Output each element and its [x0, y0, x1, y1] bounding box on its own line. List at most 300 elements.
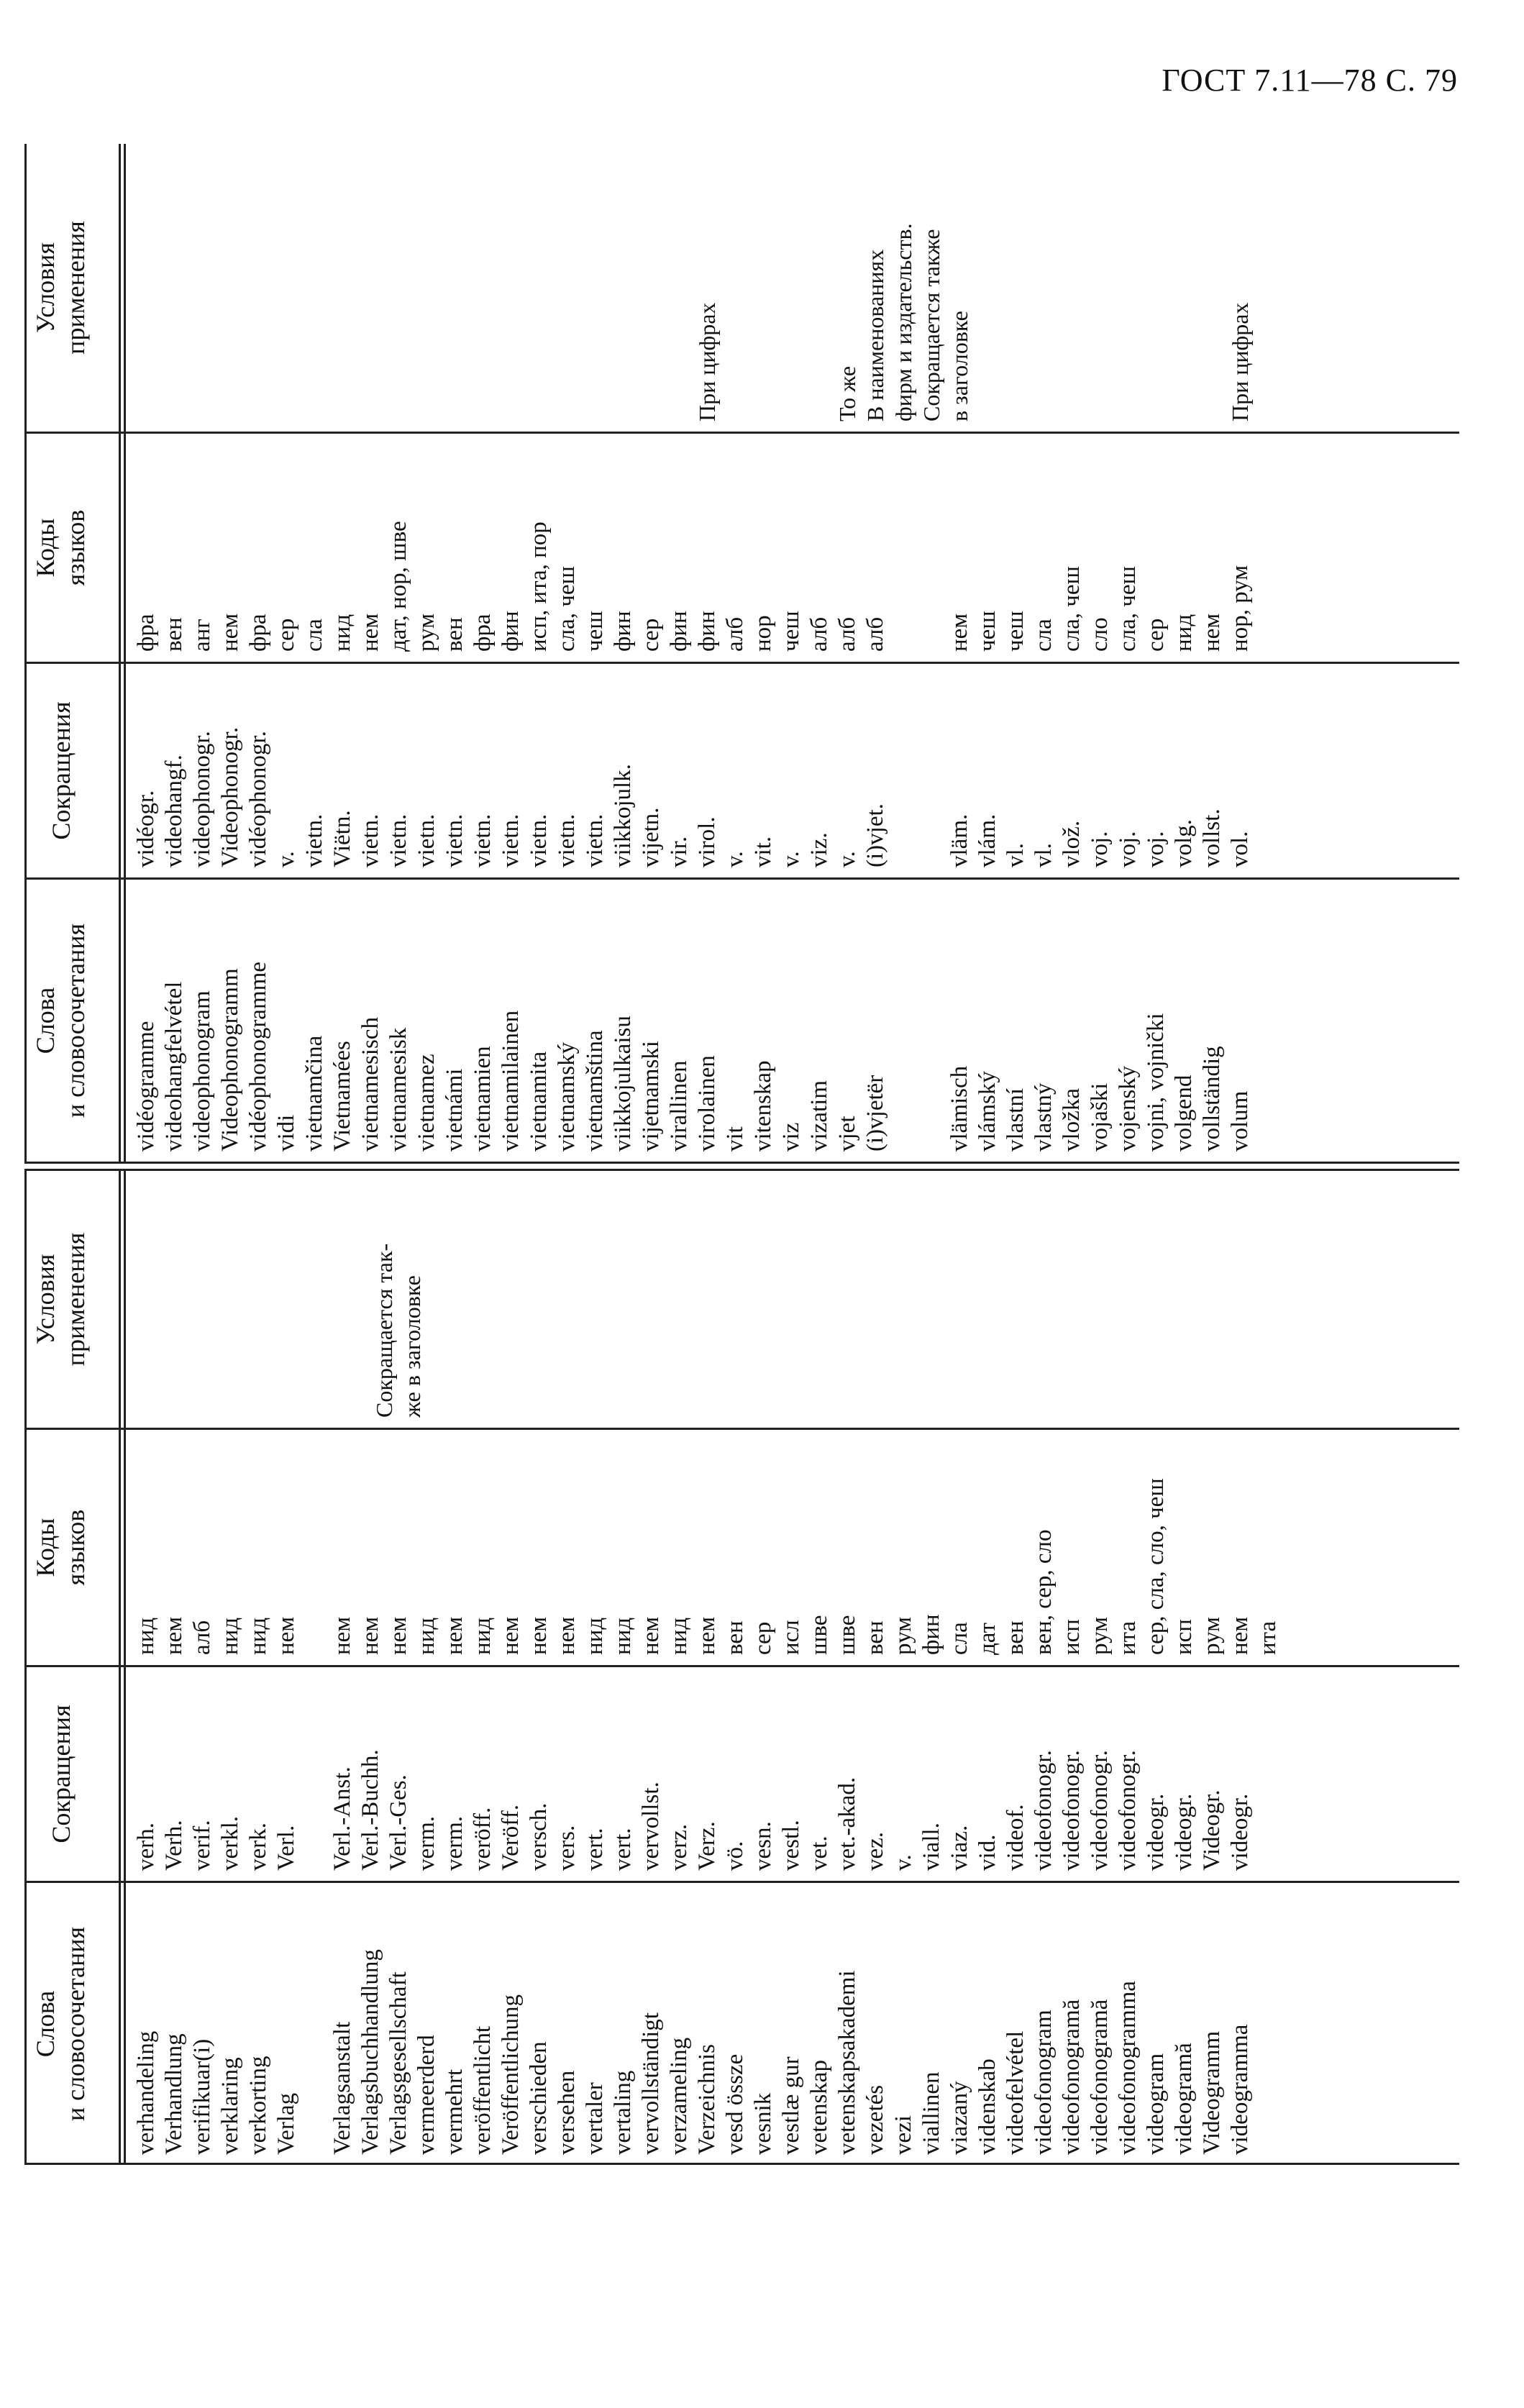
table-cell-words: vermehrt — [442, 2069, 467, 2155]
table-cell-words: vlämisch — [946, 1065, 972, 1151]
table-cell-abbr: videohangf. — [161, 754, 187, 867]
cond-list — [230, 1175, 426, 1418]
table-cell-codes: нем — [694, 1616, 720, 1655]
table-cell-words: videogram — [1143, 2053, 1169, 2155]
table-cell-abbr: Verl. — [273, 1825, 299, 1871]
table-cell-words: vijetnamski — [638, 1041, 664, 1151]
col-codes — [24, 1428, 1459, 1665]
table-cell-codes: сла — [1031, 619, 1057, 652]
table-cell-cond: же в заголовке — [399, 1275, 425, 1418]
double-divider — [24, 1162, 1459, 1171]
table-cell-abbr: vietn. — [554, 813, 580, 867]
table-cell-abbr: vietn. — [385, 813, 411, 867]
table-cell-words — [890, 884, 918, 1151]
table-cell-codes: нем — [554, 1616, 580, 1655]
table-cell-abbr: vesn. — [750, 1821, 776, 1871]
table-cell-cond: Сокращается так- — [371, 1243, 397, 1418]
table-cell-words: videofonogram — [1031, 2010, 1057, 2155]
table-cell-codes: исп — [1171, 1619, 1197, 1655]
table-cell-abbr: vert. — [582, 1828, 608, 1871]
table-cell-abbr: videofonogr. — [1059, 1750, 1085, 1871]
table-cell-words: viazaný — [946, 2081, 972, 2155]
table-cell-codes: алб — [834, 616, 860, 652]
table-cell-abbr: verz. — [666, 1823, 692, 1871]
table-cell-codes — [301, 1434, 329, 1655]
table-cell-codes: нор — [750, 615, 776, 652]
table-cell-cond — [385, 148, 413, 421]
table-cell-abbr: vers. — [554, 1825, 580, 1871]
table-cell-codes: сер — [273, 618, 299, 652]
table-cell-words: vietnamita — [526, 1051, 552, 1151]
table-cell-cond — [1114, 148, 1142, 421]
table-cell-abbr: Verh. — [161, 1820, 187, 1871]
table-cell-words: vidi — [273, 1114, 299, 1151]
table-cell-cond — [413, 148, 441, 421]
header-words: Слова и словосочетания — [31, 923, 90, 1118]
table-cell-words: vetenskapsakademi — [834, 1970, 860, 2155]
table-cell-codes: ита — [1255, 1620, 1281, 1655]
table-cell-words: versehen — [554, 2070, 580, 2155]
table-cell-words: vetenskap — [806, 2060, 832, 2155]
table-cell-codes: фин — [610, 611, 636, 652]
table-cell-abbr: voj. — [1115, 831, 1141, 867]
header-abbr: Сокращения — [47, 701, 76, 840]
table-cell-abbr: vietn. — [357, 813, 383, 867]
table-cell-words: Videophonogramm — [217, 968, 243, 1151]
table-cell-codes: нем — [385, 1616, 411, 1655]
words-list — [132, 884, 1254, 1151]
table-cell-codes: нем — [329, 1616, 355, 1655]
table-cell-cond — [665, 148, 693, 421]
table-cell-codes: нем — [498, 1616, 524, 1655]
table-cell-abbr: Veröff. — [498, 1805, 524, 1871]
table-cell-codes: чеш — [582, 611, 608, 652]
table-cell-abbr: vollst. — [1199, 808, 1225, 867]
table-cell-abbr: videophonogr. — [189, 731, 215, 867]
abbreviation-table — [24, 144, 1459, 2165]
table-cell-words: vidéogramme — [133, 1021, 159, 1151]
table-cell-codes: нем — [946, 613, 972, 652]
table-cell-codes: нид — [666, 1617, 692, 1655]
table-cell-abbr: v. — [722, 851, 748, 867]
table-cell-abbr: vietn. — [470, 813, 496, 867]
table-cell-cond — [749, 148, 777, 421]
table-cell-codes: сер — [750, 1621, 776, 1655]
table-cell-words: vojni, vojnički — [1143, 1013, 1169, 1151]
table-cell-words: vollständig — [1199, 1046, 1225, 1151]
table-cell-abbr: v. — [778, 851, 804, 867]
col-abbr — [24, 662, 1459, 877]
table-cell-codes: вен — [161, 617, 187, 652]
table-cell-codes: алб — [189, 1620, 215, 1655]
table-cell-words: vertaling — [610, 2070, 636, 2155]
table-cell-abbr: vö. — [722, 1841, 748, 1871]
header-cond: Условия применения — [31, 1232, 90, 1367]
table-cell-abbr: videofonogr. — [1087, 1750, 1113, 1871]
table-cell-codes: сла — [946, 1622, 972, 1655]
table-cell-codes: нид — [133, 1617, 159, 1655]
table-cell-cond — [637, 148, 665, 421]
col-words — [24, 877, 1459, 1162]
table-cell-codes: сло — [1087, 617, 1113, 652]
table-cell-abbr: vijetn. — [638, 807, 664, 867]
table-cell-words: vidéophonogramme — [245, 962, 271, 1151]
table-cell-codes: рум — [890, 1616, 916, 1655]
header-abbr: Сокращения — [47, 1705, 76, 1843]
table-cell-words: vizatim — [806, 1080, 832, 1151]
table-cell-abbr: vietn. — [442, 813, 467, 867]
table-cell-words: Verlagsbuchhandlung — [357, 1949, 383, 2155]
table-cell-words: videofonogramma — [1115, 1981, 1141, 2155]
table-cell-abbr: viall. — [918, 1823, 944, 1871]
table-cell-cond — [525, 148, 553, 421]
table-cell-codes: нем — [217, 613, 243, 652]
table-cell-abbr: videogr. — [1171, 1793, 1197, 1871]
table-cell-codes: исп, ита, пор — [526, 521, 552, 652]
table-cell-codes: нем — [442, 1616, 467, 1655]
table-cell-codes: сла — [301, 619, 327, 652]
table-cell-words — [301, 1887, 329, 2155]
table-cell-words: vesd össze — [722, 2053, 748, 2155]
table-cell-codes: вен — [722, 1620, 748, 1655]
table-cell-abbr: Videophonogr. — [217, 726, 243, 867]
table-cell-codes: анг — [189, 619, 215, 652]
table-cell-words: vit — [722, 1126, 748, 1151]
table-cell-codes: сер — [1143, 618, 1169, 652]
table-cell-cond — [1030, 148, 1058, 421]
table-cell-words: vesnik — [750, 2092, 776, 2155]
table-cell-codes: чеш — [975, 611, 1000, 652]
table-right-half — [24, 144, 1459, 1162]
table-cell-cond: Сокращается также — [918, 229, 944, 421]
table-cell-abbr: vl. — [1031, 843, 1057, 867]
table-cell-abbr: vet. — [806, 1835, 832, 1871]
table-cell-words: Verlagsanstalt — [329, 2021, 355, 2155]
words-list — [132, 1887, 1254, 2155]
table-cell-codes: нид — [217, 1617, 243, 1655]
table-cell-words: vlastní — [1003, 1088, 1028, 1151]
table-cell-codes: рум — [1087, 1616, 1113, 1655]
table-cell-abbr: videogr. — [1227, 1793, 1253, 1871]
table-cell-abbr: videofonogr. — [1115, 1750, 1141, 1871]
table-cell-words: videohangfelvétel — [161, 981, 187, 1151]
table-cell-abbr: Viëtn. — [329, 810, 355, 867]
table-cell-abbr: Verl.-Buchh. — [357, 1749, 383, 1871]
table-cell-words: vitenskap — [750, 1060, 776, 1151]
table-cell-words: vestlæ gur — [778, 2056, 804, 2155]
table-cell-cond — [160, 148, 188, 421]
table-cell-cond — [132, 148, 160, 421]
table-cell-abbr: viaz. — [946, 1825, 972, 1871]
table-cell-abbr: verm. — [414, 1815, 439, 1871]
table-cell-words: Verlagsgesellschaft — [385, 1971, 411, 2155]
table-cell-words: vietnamština — [582, 1030, 608, 1151]
table-cell-cond — [1198, 148, 1226, 421]
table-cell-abbr: vietn. — [414, 813, 439, 867]
table-cell-abbr: vidéogr. — [133, 790, 159, 867]
table-cell-words: videogramă — [1171, 2043, 1197, 2155]
col-abbr — [24, 1665, 1459, 1881]
table-cell-abbr: vir. — [666, 836, 692, 867]
table-cell-abbr: viz. — [806, 832, 832, 867]
table-cell-codes: исп — [1059, 1619, 1085, 1655]
table-cell-words: vietnamský — [554, 1041, 580, 1151]
table-cell-cond: При цифрах — [1227, 302, 1253, 421]
table-cell-cond — [469, 148, 497, 421]
table-cell-abbr: vidéophonogr. — [245, 731, 271, 867]
table-cell-codes: нид — [470, 1617, 496, 1655]
table-cell-codes: алб — [722, 616, 748, 652]
table-cell-codes: нем — [357, 1616, 383, 1655]
table-cell-codes: вен, сер, сло — [1031, 1529, 1057, 1655]
table-cell-abbr: vietn. — [526, 813, 552, 867]
table-cell-abbr: verm. — [442, 1815, 467, 1871]
table-cell-cond — [286, 1175, 314, 1418]
table-cell-words: Verlag — [273, 2092, 299, 2155]
table-cell-abbr: vlož. — [1059, 820, 1085, 867]
table-cell-codes: дат — [975, 1622, 1000, 1655]
table-cell-codes: нем — [1227, 1616, 1253, 1655]
table-cell-cond — [1170, 148, 1198, 421]
table-cell-abbr: viikkojulk. — [610, 764, 636, 867]
table-cell-codes: нем — [526, 1616, 552, 1655]
table-cell-cond — [230, 1175, 258, 1418]
table-cell-abbr: vervollst. — [638, 1782, 664, 1871]
header-codes: Коды языков — [31, 509, 90, 586]
codes-list — [132, 1434, 1282, 1655]
table-cell-words: vietnamesisch — [357, 1017, 383, 1151]
table-cell-cond — [777, 148, 806, 421]
table-cell-codes: фра — [133, 614, 159, 652]
table-cell-abbr: vl. — [1003, 843, 1028, 867]
table-cell-abbr: Verl.-Ges. — [385, 1774, 411, 1871]
table-cell-codes: фин — [918, 1614, 944, 1655]
table-cell-cond — [188, 148, 216, 421]
col-cond — [24, 1171, 1459, 1428]
table-cell-abbr: voj. — [1143, 831, 1169, 867]
col-codes — [24, 432, 1459, 662]
table-cell-words: vietnamesisk — [385, 1027, 411, 1151]
table-cell-codes: вен — [1003, 1620, 1028, 1655]
table-cell-cond — [609, 148, 637, 421]
table-cell-codes: нем — [357, 613, 383, 652]
table-cell-cond — [1142, 148, 1170, 421]
table-cell-cond — [553, 148, 581, 421]
table-cell-abbr: voj. — [1087, 831, 1113, 867]
table-cell-words: vietnamien — [470, 1046, 496, 1151]
table-cell-abbr: (i)vjet. — [862, 803, 888, 867]
table-cell-abbr: vez. — [862, 1831, 888, 1871]
table-cell-codes: шве — [834, 1615, 860, 1655]
table-cell-words: viikkojulkaisu — [610, 1016, 636, 1151]
table-cell-abbr: Verl.-Anst. — [329, 1766, 355, 1871]
table-cell-abbr: volg. — [1171, 819, 1197, 867]
table-cell-abbr: Videogr. — [1199, 1789, 1225, 1871]
table-cell-words: vezi — [890, 2115, 916, 2155]
table-cell-words: Verzeichnis — [694, 2044, 720, 2155]
table-cell-words: videophonogram — [189, 990, 215, 1151]
table-cell-words: vezetés — [862, 2084, 888, 2155]
table-cell-abbr: videof. — [1003, 1804, 1028, 1871]
table-cell-codes — [890, 438, 918, 652]
table-cell-abbr — [918, 668, 946, 867]
table-cell-codes: вен — [442, 617, 467, 652]
table-cell-words: virolainen — [694, 1055, 720, 1151]
table-cell-cond — [329, 148, 357, 421]
table-cell-codes: фин — [498, 611, 524, 652]
table-cell-abbr: vid. — [975, 1834, 1000, 1871]
table-cell-codes: чеш — [1003, 611, 1028, 652]
abbr-list — [132, 668, 1254, 867]
table-cell-abbr: versch. — [526, 1802, 552, 1871]
table-cell-words: vermeerderd — [414, 2035, 439, 2155]
table-cell-words: vertaler — [582, 2082, 608, 2155]
table-cell-codes: нид — [610, 1617, 636, 1655]
table-cell-abbr: vietn. — [582, 813, 608, 867]
table-cell-codes: чеш — [778, 611, 804, 652]
table-cell-codes: сла, чеш — [554, 566, 580, 652]
table-cell-codes: фин — [666, 611, 692, 652]
table-cell-abbr: verk. — [245, 1823, 271, 1871]
table-cell-codes: нем — [638, 1616, 664, 1655]
table-cell-words: vietnamilainen — [498, 1010, 524, 1151]
table-cell-words: vlastný — [1031, 1082, 1057, 1151]
table-cell-cond — [357, 148, 385, 421]
table-cell-codes: рум — [414, 613, 439, 652]
table-cell-words: videnskab — [975, 2058, 1000, 2155]
table-cell-words: verhandeling — [133, 2030, 159, 2155]
table-cell-abbr: Verz. — [694, 1821, 720, 1871]
table-cell-abbr: videofonogr. — [1031, 1750, 1057, 1871]
table-cell-abbr: vit. — [750, 836, 776, 867]
table-cell-cond — [721, 148, 749, 421]
table-cell-cond — [441, 148, 469, 421]
table-cell-codes: нем — [1199, 613, 1225, 652]
table-cell-codes: рум — [1199, 1616, 1225, 1655]
table-cell-words: viallinen — [918, 2071, 944, 2155]
table-cell-words: (i)vjetër — [862, 1075, 888, 1151]
table-cell-words: vlámský — [975, 1071, 1000, 1151]
cond-list — [132, 148, 1254, 421]
table-cell-words: vjet — [834, 1116, 860, 1151]
table-cell-abbr: vestl. — [778, 1820, 804, 1871]
table-cell-words: verschieden — [526, 2041, 552, 2155]
table-cell-cond — [581, 148, 609, 421]
table-cell-words: verzameling — [666, 2037, 692, 2155]
table-cell-words: Verhandlung — [161, 2033, 187, 2155]
table-cell-words: vietnámi — [442, 1068, 467, 1151]
col-words — [24, 1881, 1459, 2165]
table-cell-cond — [1002, 148, 1030, 421]
table-cell-abbr — [301, 1672, 329, 1871]
table-cell-codes: алб — [806, 616, 832, 652]
table-cell-codes: шве — [806, 1615, 832, 1655]
table-cell-abbr: v. — [834, 851, 860, 867]
table-cell-cond — [342, 1175, 370, 1418]
table-cell-abbr: vet.-akad. — [834, 1777, 860, 1871]
table-cell-abbr: verh. — [133, 1823, 159, 1871]
table-cell-words: Veröffentlichung — [498, 1994, 524, 2155]
page-header: ГОСТ 7.11—78 С. 79 — [1162, 63, 1458, 98]
table-cell-abbr: vert. — [610, 1828, 636, 1871]
codes-list — [132, 438, 1254, 652]
table-cell-words: Vietnamées — [329, 1041, 355, 1151]
table-cell-words: vojaški — [1087, 1082, 1113, 1151]
table-cell-codes: сла, чеш — [1115, 566, 1141, 652]
table-cell-codes: нид — [245, 1617, 271, 1655]
table-cell-cond: То же — [834, 365, 860, 421]
table-cell-codes: нем — [161, 1616, 187, 1655]
table-cell-abbr — [890, 668, 918, 867]
abbr-list — [132, 1672, 1254, 1871]
table-cell-words: vložka — [1059, 1088, 1085, 1151]
table-cell-words: videogramma — [1227, 2024, 1253, 2155]
table-cell-codes: сер, сла, сло, чеш — [1143, 1478, 1169, 1655]
table-cell-cond — [245, 148, 273, 421]
table-cell-codes: нор, рум — [1227, 565, 1253, 652]
table-cell-cond: в заголовке — [946, 311, 972, 421]
table-cell-words: verkorting — [245, 2056, 271, 2155]
table-cell-words: verifikuar(i) — [189, 2038, 215, 2155]
table-cell-cond: При цифрах — [694, 302, 720, 421]
table-cell-codes: фра — [470, 614, 496, 652]
table-cell-words: veröffentlicht — [470, 2026, 496, 2155]
table-left-half — [24, 1171, 1459, 2165]
table-cell-abbr: v. — [273, 851, 299, 867]
table-cell-codes: нем — [273, 1616, 299, 1655]
col-cond — [24, 144, 1459, 432]
table-cell-abbr: verif. — [189, 1820, 215, 1871]
table-cell-codes: сер — [638, 618, 664, 652]
table-cell-codes: нид — [329, 614, 355, 652]
table-cell-words: volgend — [1171, 1075, 1197, 1151]
table-cell-codes: фра — [245, 614, 271, 652]
table-cell-codes: нид — [1171, 614, 1197, 652]
table-cell-words: viz — [778, 1122, 804, 1151]
table-cell-abbr: videogr. — [1143, 1793, 1169, 1871]
table-cell-codes: дат, нор, шве — [385, 521, 411, 652]
table-cell-abbr: vietn. — [301, 813, 327, 867]
table-cell-codes: фин — [694, 611, 720, 652]
table-cell-codes: ита — [1115, 1620, 1141, 1655]
table-cell-codes: нид — [582, 1617, 608, 1655]
table-cell-cond — [1086, 148, 1114, 421]
table-cell-abbr: vlám. — [975, 813, 1000, 867]
table-cell-words: verklaring — [217, 2057, 243, 2155]
table-cell-abbr: verkl. — [217, 1815, 243, 1871]
header-codes: Коды языков — [31, 1509, 90, 1586]
table-cell-codes: сла, чеш — [1059, 566, 1085, 652]
table-cell-abbr: veröff. — [470, 1807, 496, 1871]
table-cell-abbr: vläm. — [946, 813, 972, 867]
table-cell-words: vervollständigt — [638, 2012, 664, 2155]
table-cell-codes — [918, 438, 946, 652]
table-cell-words: vojenský — [1115, 1065, 1141, 1151]
table-cell-words: videofonogramă — [1059, 1999, 1085, 2155]
table-cell-abbr: vol. — [1227, 831, 1253, 867]
table-cell-cond: В наименованиях — [862, 249, 888, 421]
table-cell-codes: исл — [778, 1620, 804, 1655]
table-cell-abbr: vietn. — [498, 813, 524, 867]
table-cell-cond — [497, 148, 525, 421]
table-cell-cond — [301, 148, 329, 421]
table-cell-cond — [216, 148, 245, 421]
header-words: Слова и словосочетания — [31, 1926, 90, 2122]
table-cell-words: vietnamčina — [301, 1035, 327, 1151]
table-cell-cond — [974, 148, 1002, 421]
table-cell-codes: вен — [862, 1620, 888, 1655]
table-cell-abbr: v. — [890, 1854, 916, 1871]
